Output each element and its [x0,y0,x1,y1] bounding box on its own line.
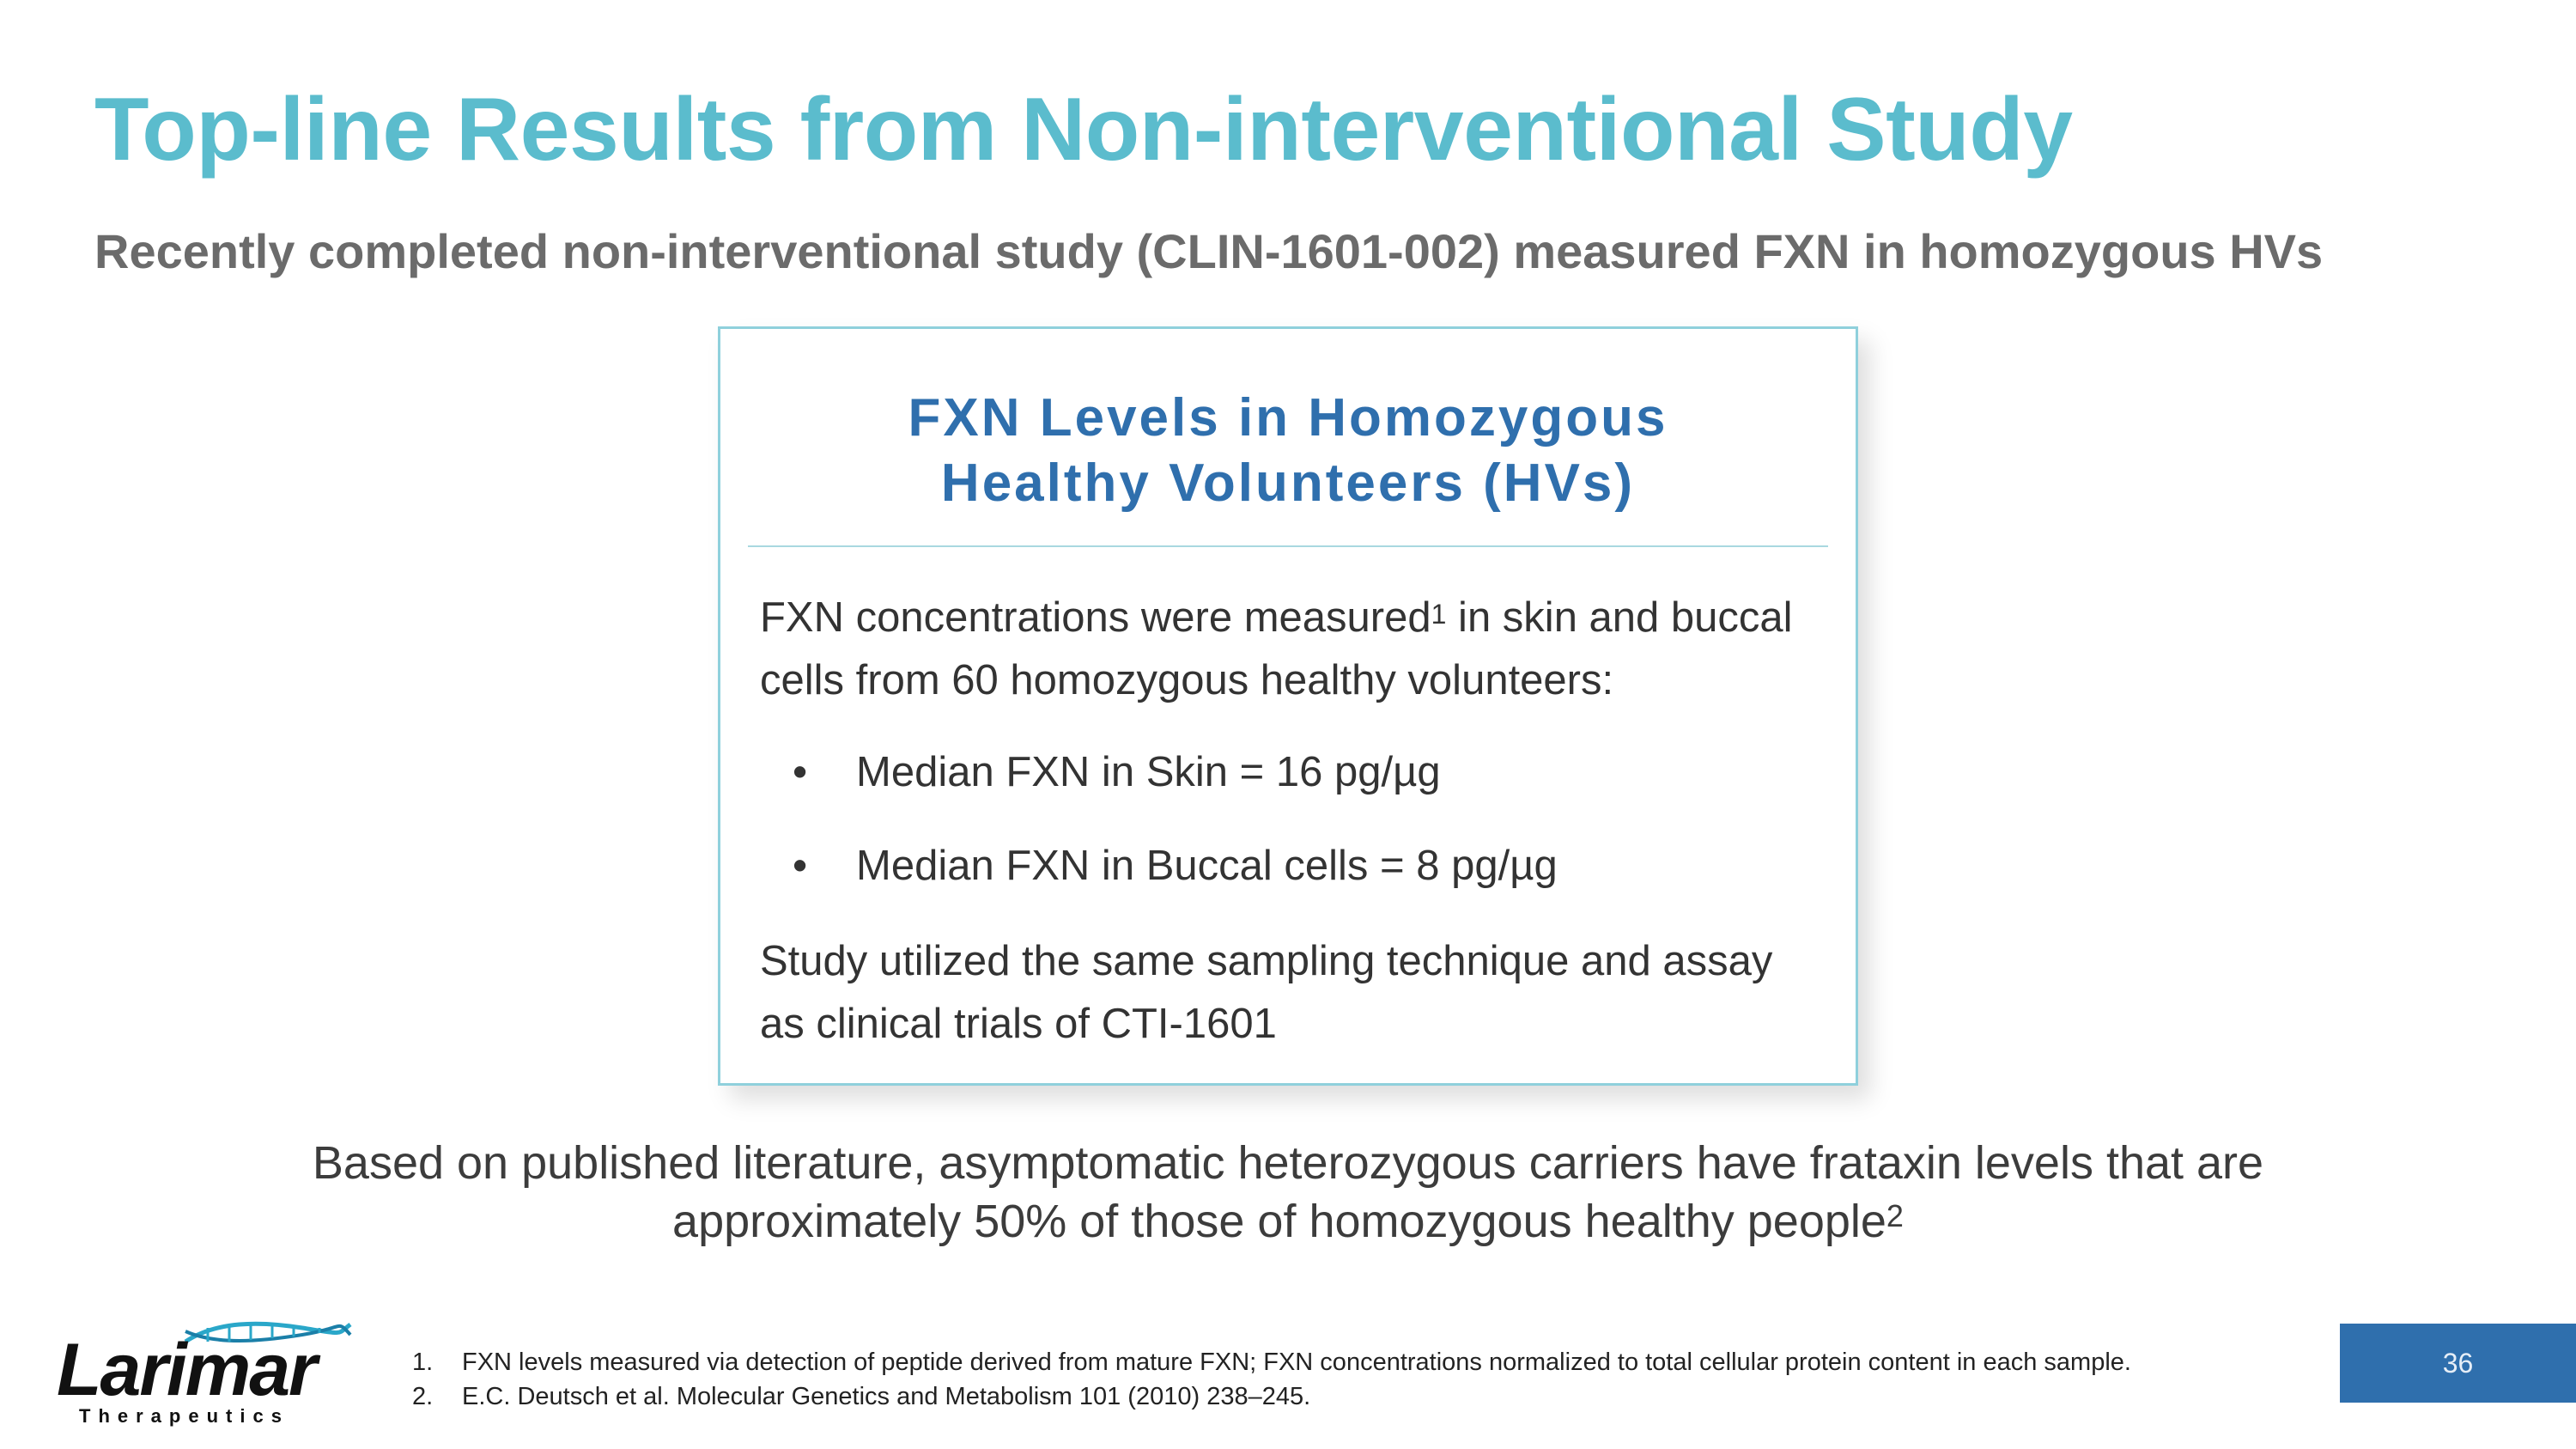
card-title-line2: Healthy Volunteers (HVs) [940,454,1636,513]
bullet-text: Median FXN in Skin = 16 pg/µg [856,749,1441,795]
statement-line1: Based on published literature, asymptomatic heterozygous carriers have frataxin levels that are [312,1137,2264,1189]
slide-title: Top-line Results from Non-interventional Study [94,80,2073,180]
footnote-ref-2: 2 [1886,1198,1904,1233]
fxn-levels-card [718,326,1858,1086]
footnotes [412,1345,2131,1414]
page-number: 36 [2340,1324,2576,1403]
bullet-dot-icon: • [793,749,808,795]
bullet-text: Median FXN in Buccal cells = 8 pg/µg [856,843,1558,889]
larimar-logo [53,1316,316,1427]
card-intro-line1: FXN concentrations were measured$^1$ in skin and buccal [760,594,1793,641]
footnote-1: 1. FXN levels measured via detection of peptide derived from mature FXN; FXN concentrations normalized to total cellular protein content in each sample. [412,1349,2131,1376]
card-title [720,386,1856,516]
card-intro-line2: cells from 60 homozygous healthy volunteers: [760,657,1614,703]
bullet-dot-icon: • [793,843,808,889]
statement-line2: approximately 50% of those of homozygous healthy people$^2$ [672,1196,1904,1247]
slide-subtitle: Recently completed non-interventional study (CLIN-1601-002) measured FXN in homozygous HVs [94,224,2324,278]
card-outro [760,930,1772,1056]
footnote-ref-1: 1 [1431,599,1447,630]
card-outro-line1: Study utilized the same sampling technique and assay [760,938,1773,984]
card-intro [760,587,1793,712]
footnote-2: 2. E.C. Deutsch et al. Molecular Genetics and Metabolism 101 (2010) 238–245. [412,1383,1311,1410]
logo-wordmark: Larimar [57,1329,316,1411]
literature-statement [0,1134,2576,1251]
card-title-line1: FXN Levels in Homozygous [908,388,1668,447]
card-outro-line2: as clinical trials of CTI-1601 [760,1001,1277,1047]
logo-tagline: Therapeutics [79,1405,289,1427]
card-divider [748,545,1828,547]
